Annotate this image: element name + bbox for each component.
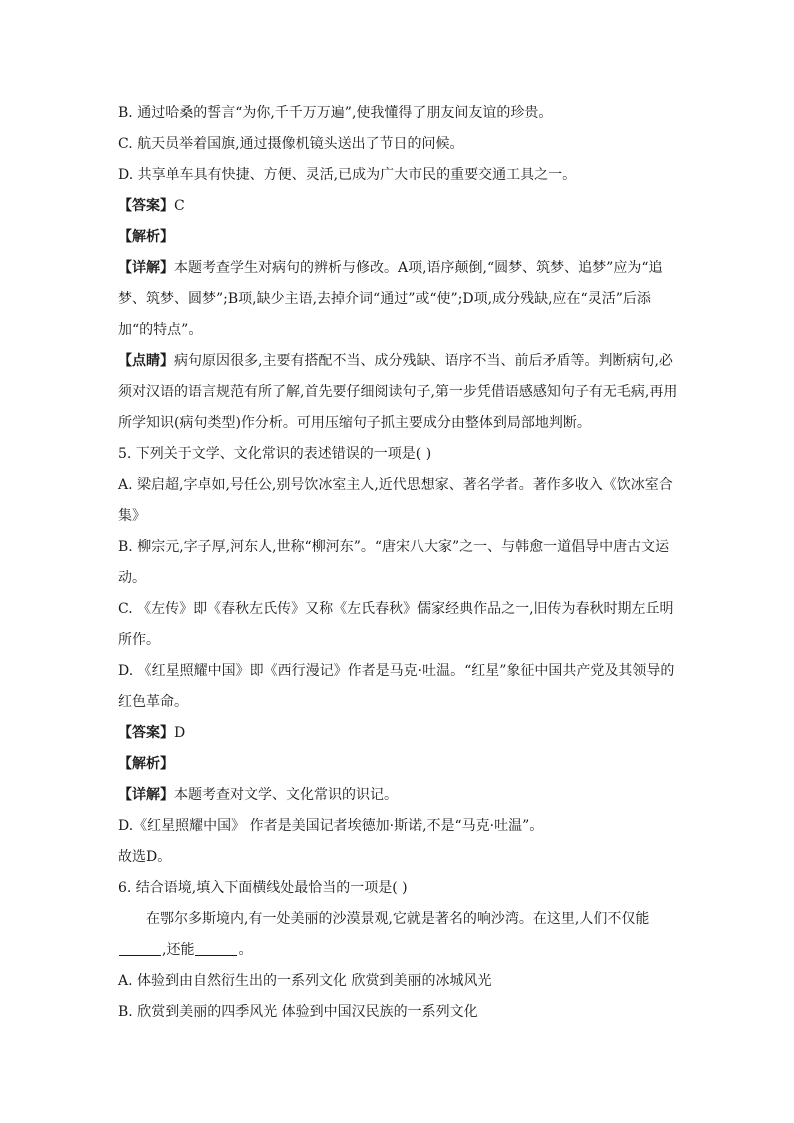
analysis-tag: 【解析】: [118, 756, 174, 772]
q5-option-a: A. 梁启超,字卓如,号任公,别号饮冰室主人,近代思想家、著名学者。著作多收入《饮冰室合集》: [118, 477, 673, 524]
passage-part1: 在鄂尔多斯境内,有一处美丽的沙漠景观,它就是著名的响沙湾。在这里,人们不仅能: [146, 911, 650, 927]
passage-part3: 。: [238, 942, 253, 958]
q6-stem: 6. 结合语境,填入下面横线处最恰当的一项是( ): [118, 880, 408, 896]
q4-option-d: D. 共享单车具有快捷、方便、灵活,已成为广大市民的重要交通工具之一。: [118, 167, 577, 183]
q6-option-a: A. 体验到由自然衍生出的一系列文化 欣赏到美丽的冰城风光: [118, 973, 492, 989]
q4-option-c: C. 航天员举着国旗,通过摄像机镜头送出了节日的问候。: [118, 136, 464, 152]
q5-analysis-heading: [118, 749, 678, 780]
q4-answer: [118, 191, 678, 222]
document-page: [118, 98, 678, 1028]
fill-blank-1: [119, 941, 161, 956]
analysis-tag: 【解析】: [118, 229, 174, 245]
q5-option-b: B. 柳宗元,字子厚,河东人,世称“柳河东”。“唐宋八大家”之一、与韩愈一道倡导中唐古文运动。: [118, 539, 670, 586]
tip-text: 病句原因很多,主要有搭配不当、成分残缺、语序不当、前后矛盾等。判断病句,必须对汉语的语言规范有所了解,首先要仔细阅读句子,第一步凭借语感感知句子有无毛病,再用所学知识(病句类型)作分析。可用压缩句子抓主要成分由整体到局部地判断。: [118, 353, 678, 431]
tip-tag: 【点睛】: [118, 353, 174, 369]
q4-detail: [118, 253, 678, 346]
detail-text: 本题考查对文学、文化常识的识记。: [174, 787, 398, 803]
q5-detail-line2: D.《红星照耀中国》 作者是美国记者埃德加·斯诺,不是“马克·吐温”。: [118, 818, 544, 834]
q5-detail: [118, 780, 678, 811]
answer-value: D: [174, 725, 186, 741]
q5-option-c: C. 《左传》即《春秋左氏传》又称《左氏春秋》儒家经典作品之一,旧传为春秋时期左丘明所作。: [118, 601, 674, 648]
answer-value: C: [174, 198, 185, 214]
detail-tag: 【详解】: [118, 787, 174, 803]
answer-tag: 【答案】: [118, 725, 174, 741]
detail-text: 本题考查学生对病句的辨析与修改。A项,语序颠倒,“圆梦、筑梦、追梦”应为“追梦、筑梦、圆梦”;B项,缺少主语,去掉介词“通过”或“使”;D项,成分残缺,应在“灵活”后添加“的特点”。: [118, 260, 663, 338]
q4-tip: [118, 346, 678, 439]
q4-option-b: B. 通过哈桑的誓言“为你,千千万万遍”,使我懂得了朋友间友谊的珍贵。: [118, 105, 553, 121]
answer-tag: 【答案】: [118, 198, 174, 214]
q5-answer: [118, 718, 678, 749]
q4-analysis-heading: [118, 222, 678, 253]
q5-option-d: D. 《红星照耀中国》即《西行漫记》作者是马克·吐温。“红星”象征中国共产党及其领导的红色革命。: [118, 663, 675, 710]
q6-option-b: B. 欣赏到美丽的四季风光 体验到中国汉民族的一系列文化: [118, 1004, 478, 1020]
detail-tag: 【详解】: [118, 260, 174, 276]
q6-passage: [118, 904, 678, 966]
passage-part2: ,还能: [162, 942, 195, 958]
q5-stem: 5. 下列关于文学、文化常识的表述错误的一项是( ): [118, 446, 432, 462]
q5-conclusion: 故选D。: [118, 849, 172, 865]
fill-blank-2: [195, 941, 237, 956]
